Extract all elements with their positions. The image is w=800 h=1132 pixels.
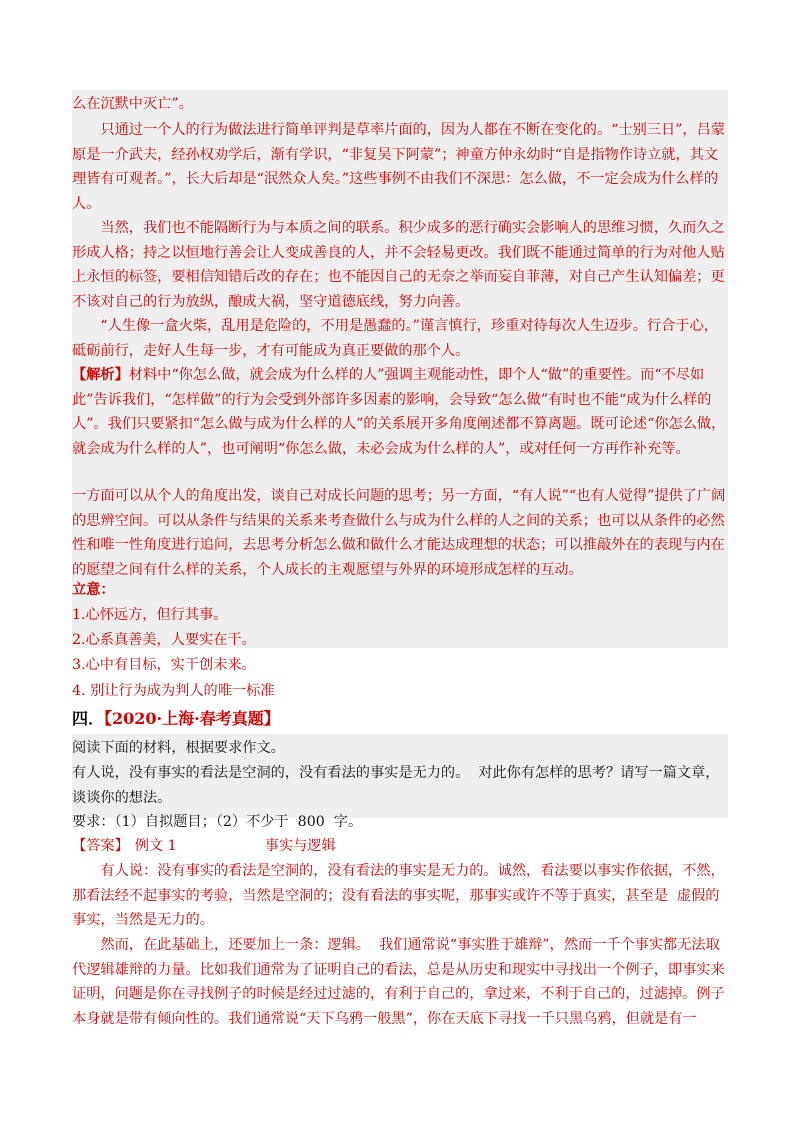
liyi-item-4: 4. 别让行为成为判人的唯一标准 xyxy=(72,683,275,699)
essay-paragraph-1: 有人说：没有事实的看法是空洞的，没有看法的事实是无力的。诚然，看法要以事实作依据，不然，那看法经不起事实的考验，当然是空洞的；没有看法的事实呢，那事实或许不等于真实，甚至是 虚假的事实，当然是无力的。 xyxy=(72,863,725,928)
analysis-paragraph xyxy=(72,363,730,461)
paragraph-continuation: 么在沉默中灭亡”。 xyxy=(72,96,193,112)
analysis-label: 【解析】 xyxy=(72,367,129,383)
paragraph-1: 只通过一个人的行为做法进行简单评判是草率片面的，因为人都在不断在变化的。“士别三日”，吕蒙原是一介武夫，经孙权劝学后，渐有学识，“非复吴下阿蒙”；神童方仲永幼时“自是指物作诗立就，其文理皆有可观者。”，长大后却是“泯然众人矣。”这些事例不由我们不深思：怎么做，不一定会成为什么样的人。 xyxy=(72,122,725,212)
answer-line xyxy=(72,834,336,859)
prompt-material: 有人说，没有事实的看法是空洞的，没有看法的事实是无力的。 对此你有怎样的思考？请写一篇文章，谈谈你的想法。 xyxy=(72,765,720,806)
analysis-text: 材料中“你怎么做，就会成为什么样的人”强调主观能动性，即个人“做”的重要性。而“不尽如此”告诉我们，“怎样做”的行为会受到外部许多因素的影响，会导致“怎么做”有时也不能“成为什么样的人”。我们只要紧扣“怎么做与成为什么样的人”的关系展开多角度阐述都不算离题。既可论述“你怎么做，就会成为什么样的人”，也可阐明“你怎么做，未必会成为什么样的人”，或对任何一方再作补充等。 xyxy=(72,367,726,457)
essay-paragraph-2: 然而，在此基础上，还要加上一条：逻辑。 我们通常说“事实胜于雄辩”，然而一千个事实都无法取代逻辑雄辩的力量。比如我们通常为了证明自己的看法，总是从历史和现实中寻找出一个例子，即事实来证明，问题是你在寻找例子的时候是经过过滤的，有利于自己的，拿过来，不利于自己的，过滤掉。例子本身就是带有倾向性的。我们通常说“天下乌鸦一般黑”，你在天底下寻找一千只黑乌鸦，但就是有一 xyxy=(72,937,725,1027)
paragraph-4: 一方面可以从个人的角度出发，谈自己对成长问题的思考；另一方面，“有人说”“也有人觉得”提供了广阔的思辨空间。可以从条件与结果的关系来考查做什么与成为什么样的人之间的关系；也可以从条件的必然性和唯一性角度进行追问，去思考分析怎么做和做什么才能达成理想的状态；可以推敲外在的表现与内在的愿望之间有什么样的关系，个人成长的主观愿望与外界的环境形成怎样的互动。 xyxy=(72,488,726,578)
section-tag: 【2020·上海·春考真题】 xyxy=(104,709,280,728)
example-label: 例文 1 xyxy=(134,838,177,854)
answer-label: 【答案】 xyxy=(72,838,129,854)
prompt-requirement: 要求：（1）自拟题目；（2）不少于 800 字。 xyxy=(72,814,363,830)
liyi-label: 立意： xyxy=(72,582,115,598)
prompt-intro: 阅读下面的材料，根据要求作文。 xyxy=(72,740,285,756)
paragraph-3: “人生像一盒火柴，乱用是危险的，不用是愚蠢的。”谨言慎行，珍重对待每次人生迈步。行合于心，砥砺前行，走好人生每一步，才有可能成为真正要做的那个人。 xyxy=(72,318,718,359)
section-number: 四． xyxy=(72,709,105,728)
paragraph-2: 当然，我们也不能隔断行为与本质之间的联系。积少成多的恶行确实会影响人的思维习惯，久而久之形成人格；持之以恒地行善会让人变成善良的人，并不会轻易更改。我们既不能通过简单的行为对他人贴上永恒的标签，要相信知错后改的存在；也不能因自己的无奈之举而妄自菲薄，对自己产生认知偏差；更不该对自己的行为放纵，酿成大祸，坚守道德底线，努力向善。 xyxy=(72,220,725,310)
liyi-item-2: 2.心系真善美，人要实在干。 xyxy=(72,632,256,648)
liyi-item-1: 1.心怀远方，但行其事。 xyxy=(72,607,228,623)
liyi-item-3: 3.心中有目标，实干创未来。 xyxy=(72,657,256,673)
essay-title: 事实与逻辑 xyxy=(264,838,336,854)
section-heading xyxy=(72,706,280,729)
